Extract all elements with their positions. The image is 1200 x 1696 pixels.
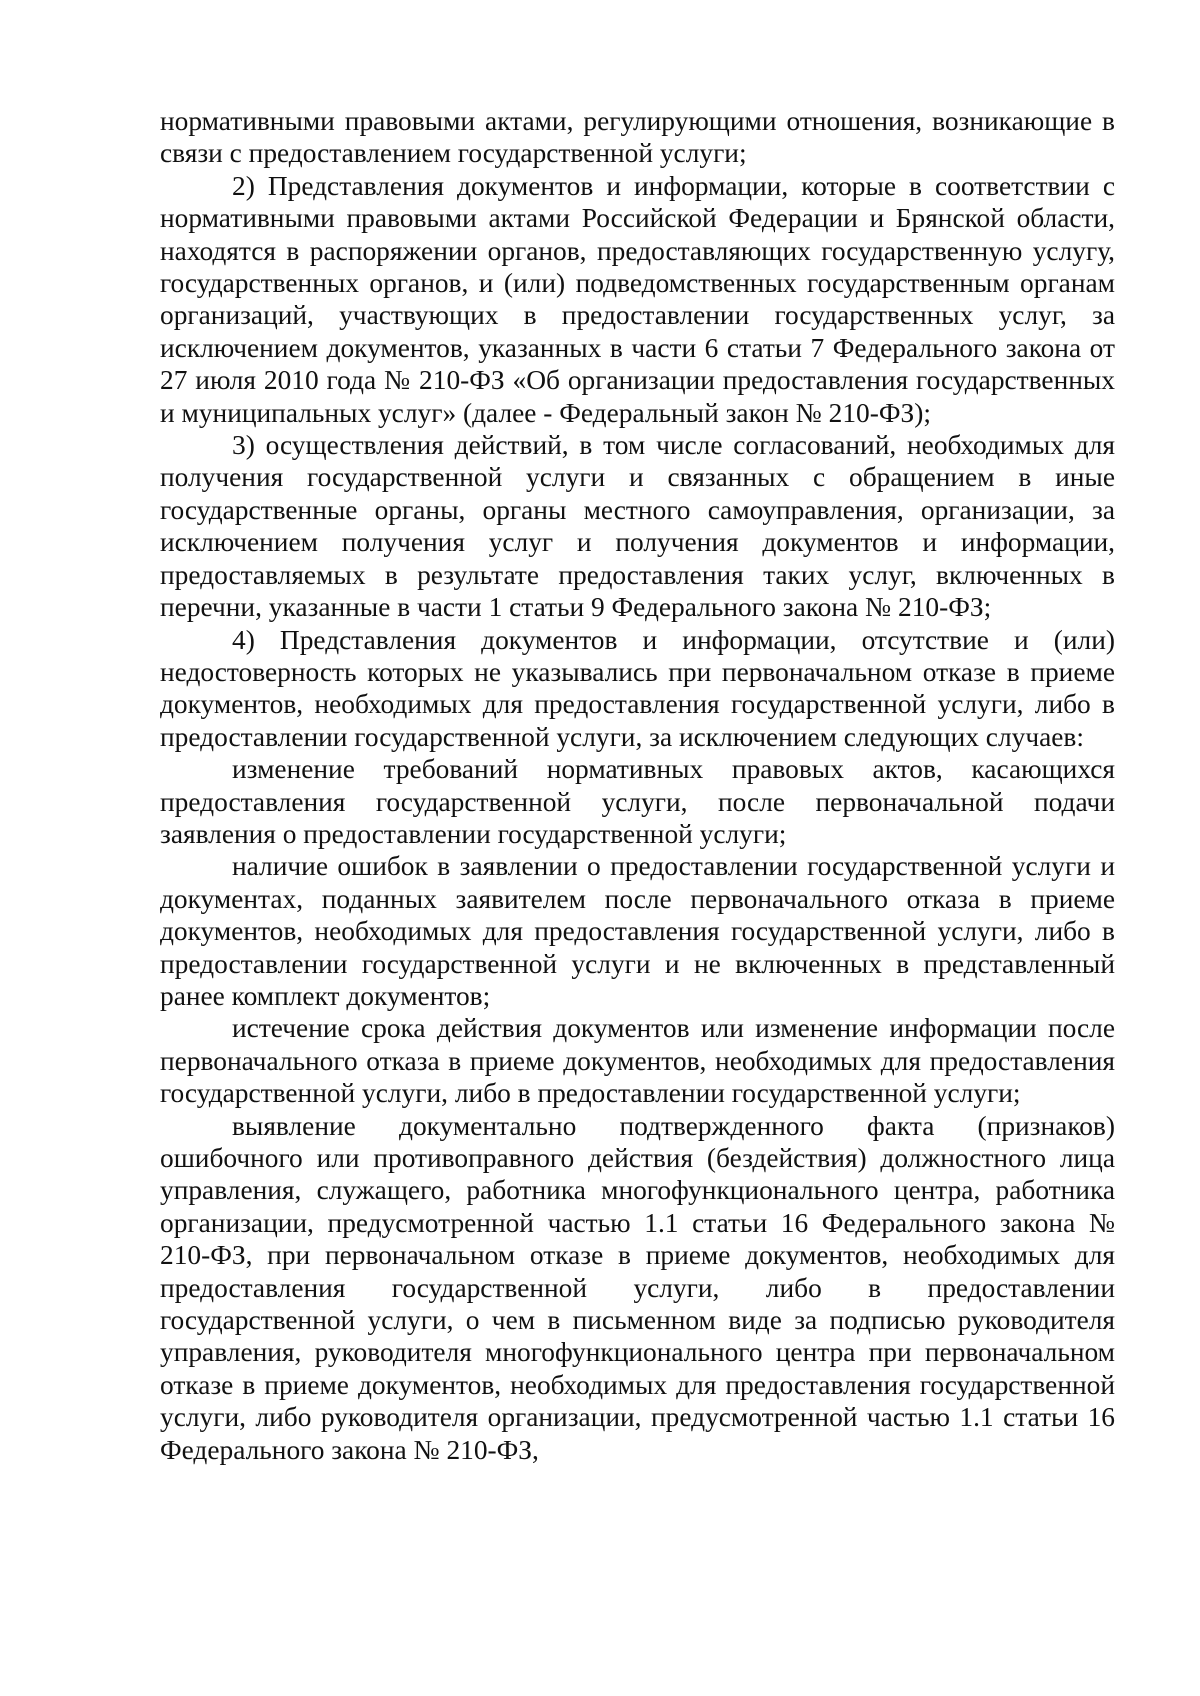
- paragraph-item-4: 4) Представления документов и информации, отсутствие и (или) недостоверность которых не указывались при первоначальном отказе в приеме документов, необходимых для предоставления государственной услуги, либо в предоставлении государственной услуги, за исключением следующих случаев:: [160, 624, 1115, 752]
- paragraph-case-misconduct: выявление документально подтвержденного факта (признаков) ошибочного или противоправного действия (бездействия) должностного лица управления, служащего, работника многофункционального центра, работника организации, предусмотренной частью 1.1 статьи 16 Федерального закона № 210-ФЗ, при первоначальном отказе в приеме документов, необходимых для предоставления государственной услуги, либо в предоставлении государственной услуги, о чем в письменном виде за подписью руководителя управления, руководителя многофункционального центра при первоначальном отказе в приеме документов, необходимых для предоставления государственной услуги, либо руководителя организации, предусмотренной частью 1.1 статьи 16 Федерального закона № 210-ФЗ,: [160, 1110, 1115, 1465]
- paragraph-item-2: 2) Представления документов и информации, которые в соответствии с нормативными правовыми актами Российской Федерации и Брянской области, находятся в распоряжении органов, предоставляющих государственную услугу, государственных органов, и (или) подведомственных государственным органам организаций, участвующих в предоставлении государственных услуг, за исключением документов, указанных в части 6 статьи 7 Федерального закона от 27 июля 2010 года № 210-ФЗ «Об организации предоставления государственных и муниципальных услуг» (далее - Федеральный закон № 210-ФЗ);: [160, 170, 1115, 428]
- paragraph-case-errors: наличие ошибок в заявлении о предоставлении государственной услуги и документах, поданных заявителем после первоначального отказа в приеме документов, необходимых для предоставления государственной услуги, либо в предоставлении государственной услуги и не включенных в представленный ранее комплект документов;: [160, 851, 1115, 1011]
- document-page: [160, 105, 1115, 1466]
- paragraph-item-3: 3) осуществления действий, в том числе согласований, необходимых для получения государственной услуги и связанных с обращением в иные государственные органы, органы местного самоуправления, организации, за исключением получения услуг и получения документов и информации, предоставляемых в результате предоставления таких услуг, включенных в перечни, указанные в части 1 статьи 9 Федерального закона № 210-ФЗ;: [160, 430, 1115, 623]
- paragraph-continuation: нормативными правовыми актами, регулирующими отношения, возникающие в связи с предоставлением государственной услуги;: [160, 106, 1115, 169]
- paragraph-case-requirements-change: изменение требований нормативных правовых актов, касающихся предоставления государственной услуги, после первоначальной подачи заявления о предоставлении государственной услуги;: [160, 754, 1115, 849]
- paragraph-case-expiry: истечение срока действия документов или изменение информации после первоначального отказа в приеме документов, необходимых для предоставления государственной услуги, либо в предоставлении государственной услуги;: [160, 1013, 1115, 1109]
